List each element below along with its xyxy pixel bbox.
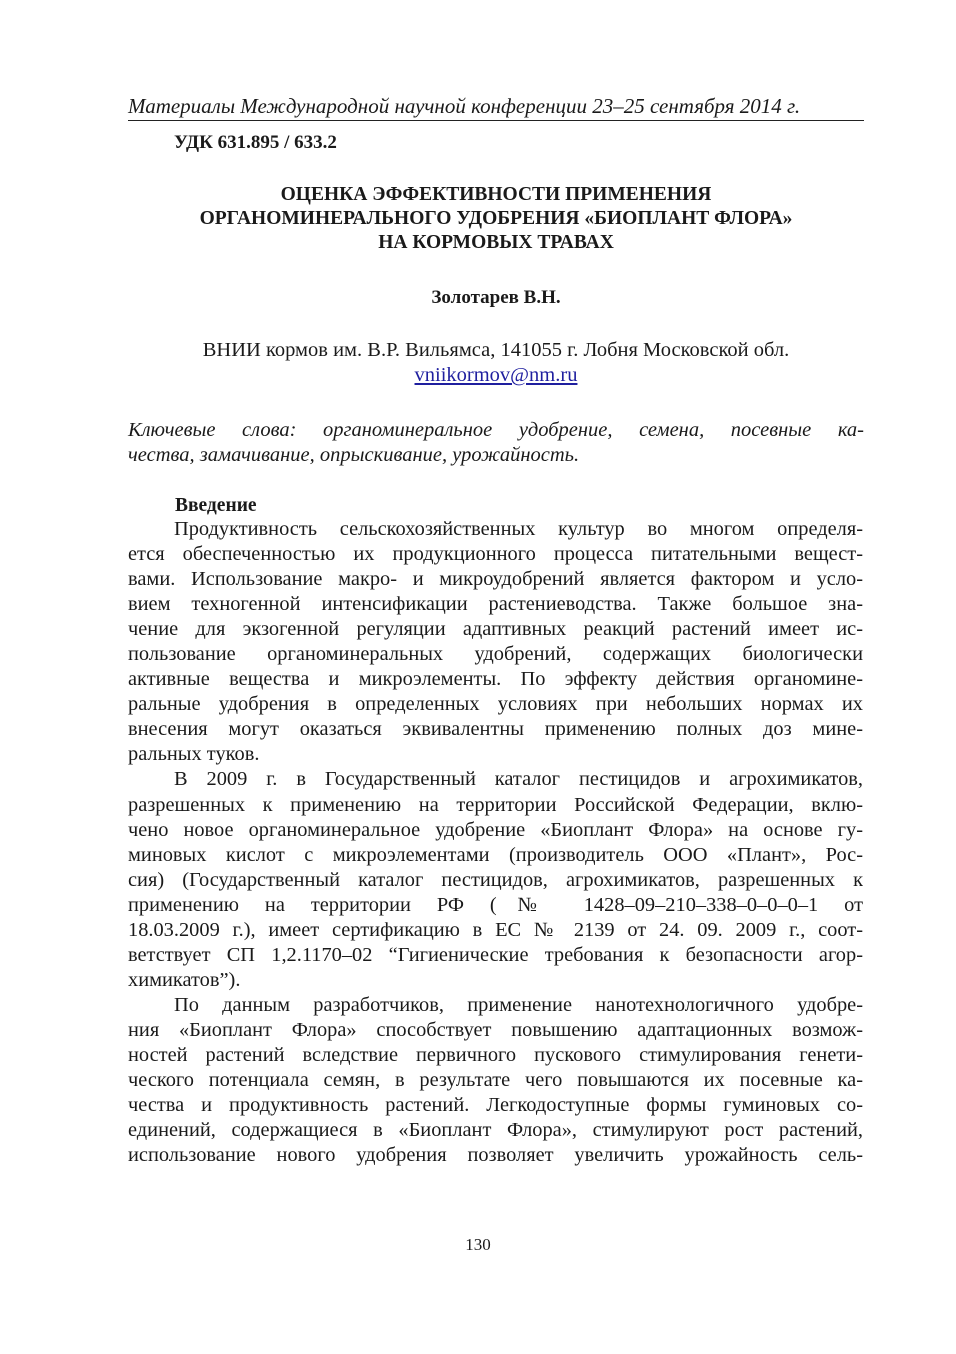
body-line: ральные удобрения в определенных условиях при небольших нормах их [128,693,863,716]
affiliation-block [128,338,864,388]
body-line: 18.03.2009 г.), имеет сертификацию в ЕС № 2139 от 24. 09. 2009 г., соот- [128,918,863,941]
body-line: ния «Биоплант Флора» способствует повышению адаптационных возмож- [128,1018,863,1041]
body-line: вами. Использование макро- и микроудобрений является фактором и усло- [128,568,863,591]
body-line: Продуктивность сельскохозяйственных культур во многом определя- [174,518,863,540]
body-line: ностей растений вследствие первичного пускового стимулирования генети- [128,1043,863,1066]
article-title [128,183,864,255]
body-line: По данным разработчиков, применение нанотехнологичного удобре- [174,993,863,1016]
running-header: Материалы Международной научной конференции 23–25 сентября 2014 г. [128,93,864,121]
body-line: активные вещества и микроэлементы. По эффекту действия органомине- [128,668,863,691]
body-line: ветствует СП 1,2.1170–02 “Гигиенические требования к безопасности агор- [128,943,863,966]
body-line: применению на территории РФ (№ 1428–09–210–338–0–0–0–1 от [128,893,863,916]
keywords-line: чества, замачивание, опрыскивание, урожайность. [128,444,580,466]
page-number: 130 [465,1235,491,1254]
body-line: вием техногенной интенсификации растениеводства. Также большое зна- [128,593,863,616]
udk-code: УДК 631.895 / 633.2 [174,132,337,153]
affiliation-institution: ВНИИ кормов им. В.Р. Вильямса, 141055 г. Лобня Московской обл. [202,339,790,361]
body-text [128,517,863,1168]
body-line: единений, содержащиеся в «Биоплант Флора», стимулируют рост растений, [128,1119,863,1142]
body-line: ется обеспеченностью их продукционного процесса питательными вещест- [128,543,863,566]
body-line: химикатов”). [128,968,241,991]
body-line: пользование органоминеральных удобрений, содержащих биологически [128,643,863,666]
title-line: ОРГАНОМИНЕРАЛЬНОГО УДОБРЕНИЯ «БИОПЛАНТ ФЛОРА» [199,208,793,229]
email-link[interactable]: vniikormov@nm.ru [414,364,578,386]
body-line: В 2009 г. в Государственный каталог пестицидов и агрохимикатов, [174,768,863,791]
body-line: разрешенных к применению на территории Российской Федерации, вклю- [128,793,863,816]
body-line: чено новое органоминеральное удобрение «Биоплант Флора» на основе гу- [128,818,863,841]
section-heading: Введение [175,495,257,516]
body-line: чение для экзогенной регуляции адаптивных реакций растений имеет ис- [128,618,863,641]
title-line: ОЦЕНКА ЭФФЕКТИВНОСТИ ПРИМЕНЕНИЯ [280,184,712,205]
title-line: НА КОРМОВЫХ ТРАВАХ [378,232,614,253]
body-line: сия) (Государственный каталог пестицидов, агрохимикатов, разрешенных к [128,868,863,891]
keywords-block [128,418,864,468]
body-line: миновых кислот с микроэлементами (производитель ООО «Плант», Рос- [128,843,863,866]
body-line: ральных туков. [128,743,260,766]
body-line: использование нового удобрения позволяет увеличить урожайность сель- [128,1144,863,1167]
body-line: ческого потенциала семян, в результате чего повышаются их посевные ка- [128,1069,863,1092]
body-line: внесения могут оказаться эквивалентны применению полных доз мине- [128,718,863,741]
keywords-line: Ключевые слова: органоминеральное удобрение, семена, посевные ка- [128,419,864,441]
author-name: Золотарев В.Н. [431,287,561,308]
body-line: чества и продуктивность растений. Легкодоступные формы гуминовых со- [128,1094,863,1117]
